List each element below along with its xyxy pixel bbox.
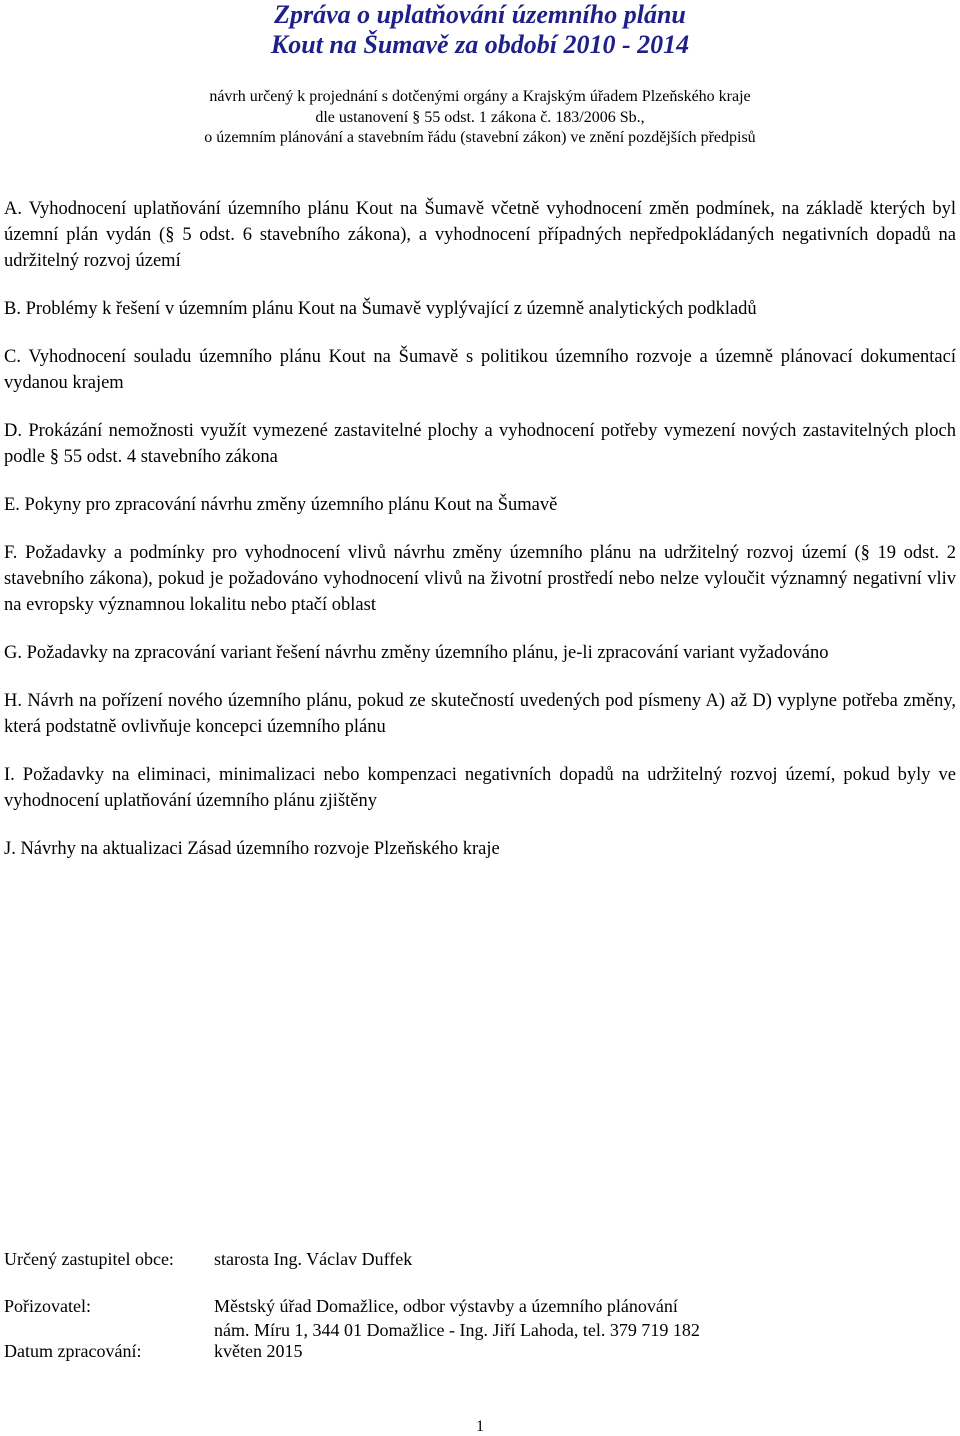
section-a: A. Vyhodnocení uplatňování územního plánu Kout na Šumavě včetně vyhodnocení změn podmínek, na základě kterých byl územní plán vydán (§ 5 odst. 6 stavebního zákona), a vyhodnocení případných nepředpokládaných negativních dopadů na udržitelný rozvoj území xyxy=(4,199,956,271)
section-f: F. Požadavky a podmínky pro vyhodnocení vlivů návrhu změny územního plánu na udržitelný rozvoj území (§ 19 odst. 2 stavebního zákona), pokud je požadováno vyhodnocení vlivů na životní prostředí nebo nelze vyloučit významný negativní vliv na evropsky významnou lokalitu nebo ptačí oblast xyxy=(4,543,956,615)
procurer-value: Městský úřad Domažlice, odbor výstavby a územního plánování xyxy=(214,1296,678,1316)
section-c: C. Vyhodnocení souladu územního plánu Kout na Šumavě s politikou územního rozvoje a územně plánovací dokumentací vydanou krajem xyxy=(4,347,956,393)
date-value: květen 2015 xyxy=(214,1341,303,1361)
section-g: G. Požadavky na zpracování variant řešení návrhu změny územního plánu, je-li zpracování variant vyžadováno xyxy=(4,643,829,663)
representative-value: starosta Ing. Václav Duffek xyxy=(214,1249,413,1269)
subtitle-line2: dle ustanovení § 55 odst. 1 zákona č. 183/2006 Sb., xyxy=(315,108,645,126)
section-j: J. Návrhy na aktualizaci Zásad územního rozvoje Plzeňského kraje xyxy=(4,839,500,859)
section-h: H. Návrh na pořízení nového územního plánu, pokud ze skutečností uvedených pod písmeny A) až D) vyplyne potřeba změny, která podstatně ovlivňuje koncepci územního plánu xyxy=(4,691,956,737)
procurer-label: Pořizovatel: xyxy=(4,1296,91,1316)
section-d: D. Prokázání nemožnosti využít vymezené zastavitelné plochy a vyhodnocení potřeby vymezení nových zastavitelných ploch podle § 55 odst. 4 stavebního zákona xyxy=(4,421,956,467)
document-subtitle xyxy=(0,87,960,149)
page-number: 1 xyxy=(476,1418,484,1435)
section-list xyxy=(4,196,956,884)
procurer-address: nám. Míru 1, 344 01 Domažlice - Ing. Jiří Lahoda, tel. 379 719 182 xyxy=(214,1320,700,1340)
date-label: Datum zpracování: xyxy=(4,1341,142,1361)
document-title-line1: Zpráva o uplatňování územního plánu xyxy=(274,0,686,29)
subtitle-line3: o územním plánování a stavebním řádu (stavební zákon) ve znění pozdějších předpisů xyxy=(204,129,756,146)
representative-label: Určený zastupitel obce: xyxy=(4,1249,174,1269)
subtitle-line1: návrh určený k projednání s dotčenými orgány a Krajským úřadem Plzeňského kraje xyxy=(209,88,751,105)
document-title-line2: Kout na Šumavě za období 2010 - 2014 xyxy=(270,30,690,59)
section-i: I. Požadavky na eliminaci, minimalizaci nebo kompenzaci negativních dopadů na udržitelný rozvoj území, pokud byly ve vyhodnocení uplatňování územního plánu zjištěny xyxy=(4,765,956,811)
section-b: B. Problémy k řešení v územním plánu Kout na Šumavě vyplývající z územně analytických podkladů xyxy=(4,299,757,319)
section-e: E. Pokyny pro zpracování návrhu změny územního plánu Kout na Šumavě xyxy=(4,495,558,515)
